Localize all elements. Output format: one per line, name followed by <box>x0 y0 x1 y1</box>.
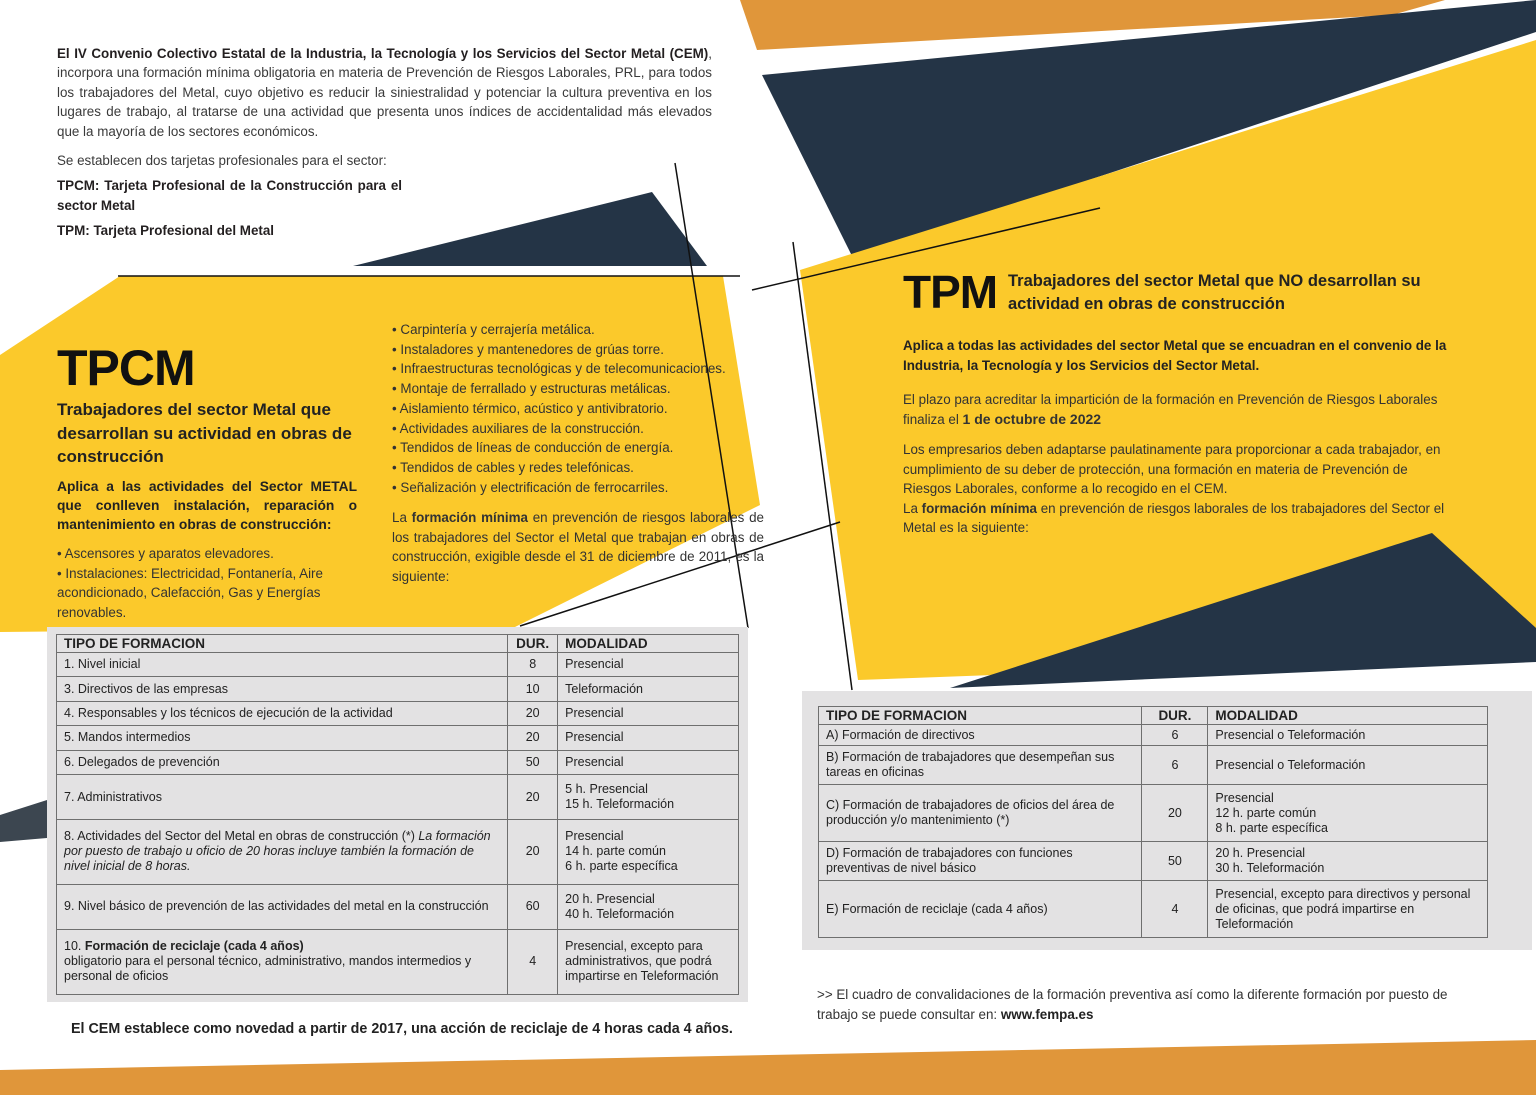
list-item: • Montaje de ferrallado y estructuras metálicas. <box>392 379 772 399</box>
tpm-training-table <box>818 706 1488 938</box>
tpm-empresarios: Los empresarios deben adaptarse paulatinamente para proporcionar a cada trabajador, en cumplimiento de su deber de protección, una formación en materia de Prevención de Riesgos Laborales, conforme a lo recogido en el CEM. <box>903 442 1441 496</box>
table-row: E) Formación de reciclaje (cada 4 años) 4 Presencial, excepto para directivos y personal de oficinas, que podrá impartirse en Teleformación <box>819 881 1488 938</box>
tpm-applies: Aplica a todas las actividades del sector Metal que se encuadran en el convenio de la Industria, la Tecnología y los Servicios del Sector Metal. <box>903 338 1447 373</box>
tpm-plazo: El plazo para acreditar la impartición de la formación en Prevención de Riesgos Laborales finaliza el 1 de octubre de 2022 <box>903 392 1438 427</box>
table-row: 8. Actividades del Sector del Metal en obras de construcción (*) La formación por puesto de trabajo u oficio de 20 horas incluye también la formación de nivel inicial de 8 horas. 20 Presencial 14 h. parte común 6 h. parte específica <box>57 819 739 884</box>
table-row: 4. Responsables y los técnicos de ejecución de la actividad 20 Presencial <box>57 701 739 725</box>
table-row: 9. Nivel básico de prevención de las actividades del metal en la construcción 60 20 h. Presencial 40 h. Teleformación <box>57 885 739 930</box>
list-item: • Tendidos de líneas de conducción de energía. <box>392 438 772 458</box>
table-header-row <box>57 635 739 653</box>
table-row: C) Formación de trabajadores de oficios del área de producción y/o mantenimiento (*) 20 Presencial 12 h. parte común 8 h. parte específica <box>819 785 1488 842</box>
gray-left-sliver <box>0 800 47 842</box>
table-row: 1. Nivel inicial 8 Presencial <box>57 653 739 677</box>
tpcm-subtitle: Trabajadores del sector Metal que desarrollan su actividad en obras de construcción <box>57 400 352 466</box>
table-row: 5. Mandos intermedios 20 Presencial <box>57 726 739 750</box>
list-item: • Señalización y electrificación de ferrocarriles. <box>392 478 772 498</box>
header-modalidad: MODALIDAD <box>1208 707 1488 725</box>
list-item: • Instalaciones: Electricidad, Fontanería, Aire acondicionado, Calefacción, Gas y Energías renovables. <box>57 564 359 623</box>
table-row: B) Formación de trabajadores que desempeñan sus tareas en oficinas 6 Presencial o Teleformación <box>819 746 1488 785</box>
card-tpcm: TPCM: Tarjeta Profesional de la Construcción para el sector Metal <box>57 178 402 213</box>
orange-bottom-band <box>0 1040 1536 1095</box>
tpm-body <box>903 336 1451 538</box>
header-tipo: TIPO DE FORMACION <box>819 707 1142 725</box>
tpcm-list-left <box>57 544 359 623</box>
tpm-subtitle: Trabajadores del sector Metal que NO desarrollan su actividad en obras de construcción <box>1008 272 1421 313</box>
tpcm-title: TPCM <box>57 340 195 396</box>
list-item: • Tendidos de cables y redes telefónicas. <box>392 458 772 478</box>
list-item: • Aislamiento térmico, acústico y antivibratorio. <box>392 399 772 419</box>
list-item: • Infraestructuras tecnológicas y de telecomunicaciones. <box>392 359 772 379</box>
list-item: • Instaladores y mantenedores de grúas torre. <box>392 340 772 360</box>
table-row: A) Formación de directivos 6 Presencial o Teleformación <box>819 725 1488 746</box>
table-row: 6. Delegados de prevención 50 Presencial <box>57 750 739 774</box>
table-row: 10. Formación de reciclaje (cada 4 años) obligatorio para el personal técnico, administrativo, mandos intermedios y personal de oficios 4 Presencial, excepto para administrativos, que podrá impartirse en Teleformación <box>57 929 739 994</box>
header-tipo: TIPO DE FORMACION <box>57 635 508 653</box>
table-row: D) Formación de trabajadores con funciones preventivas de nivel básico 50 20 h. Presencial 30 h. Teleformación <box>819 842 1488 881</box>
intro-paragraph: El IV Convenio Colectivo Estatal de la Industria, la Tecnología y los Servicios del Sector Metal (CEM), incorpora una formación mínima obligatoria en materia de Prevención de Riesgos Laborales, PRL, para todos los trabajadores del Metal, cuyo objetivo es reducir la siniestralidad y potenciar la cultura preventiva en los lugares de trabajo, al tratarse de una actividad que presenta unos índices de accidentalidad más elevados que la mayoría de los sectores económicos. <box>57 46 712 139</box>
table-header-row <box>819 707 1488 725</box>
footer-note: >> El cuadro de convalidaciones de la formación preventiva así como la diferente formación por puesto de trabajo se puede consultar en: www.fempa.es <box>817 987 1448 1022</box>
intro-section <box>57 44 712 241</box>
header-modalidad: MODALIDAD <box>558 635 739 653</box>
fempa-link[interactable]: www.fempa.es <box>1000 1006 1094 1022</box>
tpcm-applies: Aplica a las actividades del Sector METAL que conlleven instalación, reparación o mantenimiento en obras de construcción: <box>57 479 357 532</box>
list-item: • Carpintería y cerrajería metálica. <box>392 320 772 340</box>
table-row: 3. Directivos de las empresas 10 Teleformación <box>57 677 739 701</box>
tpm-min-training: La formación mínima en prevención de riesgos laborales de los trabajadores del Sector el Metal es la siguiente: <box>903 500 1445 535</box>
header-dur: DUR. <box>508 635 558 653</box>
cards-lead: Se establecen dos tarjetas profesionales para el sector: <box>57 153 387 169</box>
list-item: • Actividades auxiliares de la construcción. <box>392 419 772 439</box>
reciclaje-note: El CEM establece como novedad a partir de 2017, una acción de reciclaje de 4 horas cada 4 años. <box>71 1021 733 1037</box>
tpcm-min-training: La formación mínima en prevención de riesgos laborales de los trabajadores del Sector el Metal que trabajan en obras de construcción, exigible desde el 31 de diciembre de 2011, es la siguiente: <box>392 510 764 584</box>
tpcm-list-right <box>392 320 772 497</box>
card-tpm: TPM: Tarjeta Profesional del Metal <box>57 223 275 239</box>
header-dur: DUR. <box>1142 707 1208 725</box>
tpcm-training-table <box>56 634 739 995</box>
list-item: • Ascensores y aparatos elevadores. <box>57 544 359 564</box>
table-row: 7. Administrativos 20 5 h. Presencial 15 h. Teleformación <box>57 775 739 820</box>
tpm-title: TPM <box>903 266 998 318</box>
